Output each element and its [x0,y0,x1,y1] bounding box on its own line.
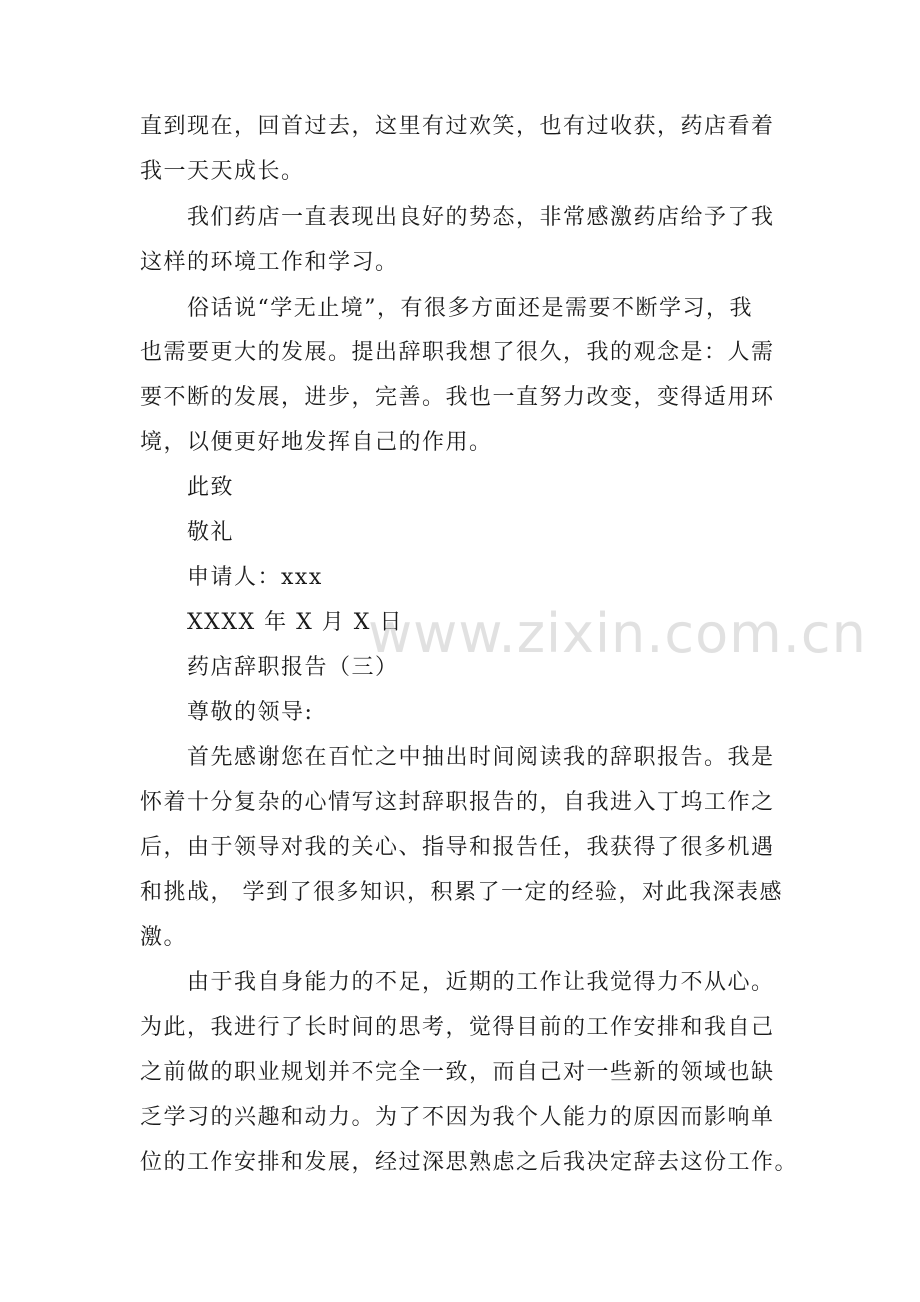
text-line: 直到现在，回首过去，这里有过欢笑，也有过收获，药店看着 [140,114,775,139]
applicant-line: 申请人：xxx [187,565,323,590]
text-line: 我一天天成长。 [140,159,305,184]
date-line: XXXX 年 X 月 X 日 [187,610,403,635]
text-line: 之前做的职业规划并不完全一致，而自己对一些新的领域也缺 [140,1060,775,1085]
text-line: 位的工作安排和发展，经过深思熟虑之后我决定辞去这份工作。 [140,1150,799,1175]
text-line: 要不断的发展，进步，完善。我也一直努力改变，变得适用环 [140,385,775,410]
text-line: 也需要更大的发展。提出辞职我想了很久，我的观念是：人需 [140,340,775,365]
greeting-line: 尊敬的领导: [187,700,314,725]
watermark: www.zixin.com.cn [368,602,867,665]
text-line: 乏学习的兴趣和动力。为了不因为我个人能力的原因而影响单 [140,1105,775,1130]
text-line: 我们药店一直表现出良好的势态，非常感激药店给予了我 [187,205,775,230]
text-line: 怀着十分复杂的心情写这封辞职报告的，自我进入丁坞工作之 [140,790,775,815]
closing-line: 此致 [187,475,235,500]
text-line: 俗话说“学无止境”，有很多方面还是需要不断学习，我 [187,296,753,321]
text-line: 境，以便更好地发挥自己的作用。 [140,430,493,455]
section-title: 药店辞职报告（三） [187,655,399,680]
text-line: 首先感谢您在百忙之中抽出时间阅读我的辞职报告。我是 [187,745,775,770]
text-line: 由于我自身能力的不足，近期的工作让我觉得力不从心。 [187,970,775,995]
text-line: 和挑战， 学到了很多知识，积累了一定的经验，对此我深表感 [140,880,783,905]
salutation-line: 敬礼 [187,520,235,545]
text-line: 激。 [140,925,188,950]
text-line: 这样的环境工作和学习。 [140,250,399,275]
text-line: 后，由于领导对我的关心、指导和报告任，我获得了很多机遇 [140,835,775,860]
text-line: 为此，我进行了长时间的思考，觉得目前的工作安排和我自己 [140,1015,775,1040]
